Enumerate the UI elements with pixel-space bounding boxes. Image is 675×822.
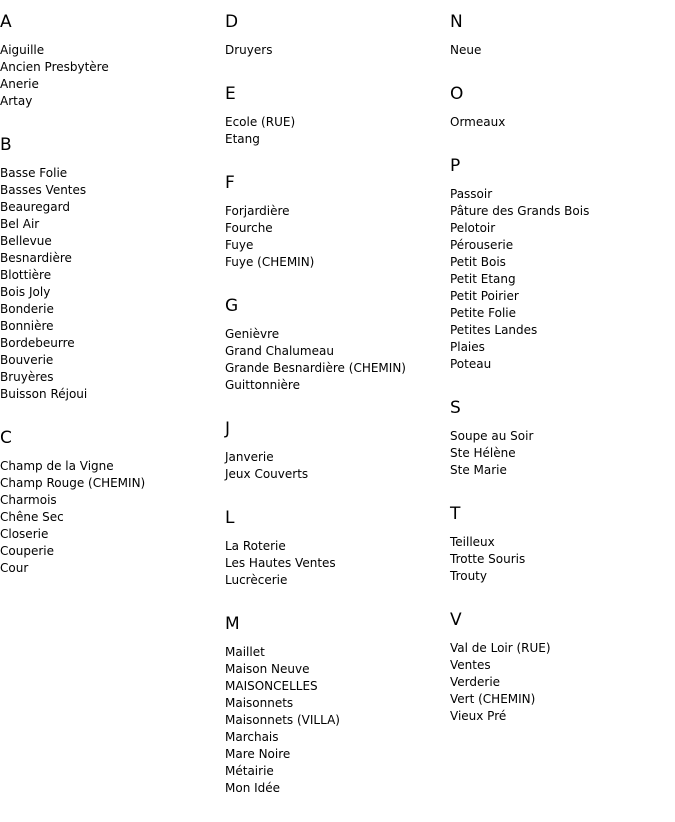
street-link-forjardiere[interactable]: Forjardière: [225, 204, 290, 218]
street-link-petites-landes[interactable]: Petites Landes: [450, 323, 538, 337]
letter-heading: A: [0, 12, 12, 32]
street-list: [0, 165, 215, 403]
street-link-mare-noire[interactable]: Mare Noire: [225, 747, 291, 761]
street-list: [450, 42, 665, 59]
street-link-basses-ventes[interactable]: Basses Ventes: [0, 183, 87, 197]
street-link-cour[interactable]: Cour: [0, 561, 29, 575]
street-list: [0, 42, 215, 110]
street-link-bel-air[interactable]: Bel Air: [0, 217, 40, 231]
street-list: [450, 534, 665, 585]
letter-group-o: [450, 84, 665, 131]
street-link-aiguille[interactable]: Aiguille: [0, 43, 45, 57]
street-link-couperie[interactable]: Couperie: [0, 544, 54, 558]
street-link-la-roterie[interactable]: La Roterie: [225, 539, 286, 553]
street-list: [225, 203, 440, 271]
street-link-bouverie[interactable]: Bouverie: [0, 353, 54, 367]
street-link-bellevue[interactable]: Bellevue: [0, 234, 52, 248]
street-link-petit-poirier[interactable]: Petit Poirier: [450, 289, 519, 303]
street-link-fuye-chemin[interactable]: Fuye (CHEMIN): [225, 255, 315, 269]
street-link-besnardiere[interactable]: Besnardière: [0, 251, 72, 265]
street-link-chene-sec[interactable]: Chêne Sec: [0, 510, 64, 524]
street-list: [225, 538, 440, 589]
letter-group-m: [225, 614, 440, 797]
street-link-anerie[interactable]: Anerie: [0, 77, 39, 91]
street-list: [0, 458, 215, 577]
letter-group-e: [225, 84, 440, 148]
street-link-beauregard[interactable]: Beauregard: [0, 200, 70, 214]
street-list: [450, 428, 665, 479]
street-link-champ-rouge-chemin[interactable]: Champ Rouge (CHEMIN): [0, 476, 146, 490]
street-link-poteau[interactable]: Poteau: [450, 357, 492, 371]
street-link-mon-idee[interactable]: Mon Idée: [225, 781, 281, 795]
street-link-grand-chalumeau[interactable]: Grand Chalumeau: [225, 344, 334, 358]
street-link-blottiere[interactable]: Blottière: [0, 268, 52, 282]
letter-group-g: [225, 296, 440, 394]
street-link-basse-folie[interactable]: Basse Folie: [0, 166, 68, 180]
street-link-maillet[interactable]: Maillet: [225, 645, 265, 659]
street-link-bois-joly[interactable]: Bois Joly: [0, 285, 51, 299]
street-link-fuye[interactable]: Fuye: [225, 238, 254, 252]
street-link-bruyeres[interactable]: Bruyères: [0, 370, 54, 384]
street-link-ventes[interactable]: Ventes: [450, 658, 491, 672]
street-link-metairie[interactable]: Métairie: [225, 764, 274, 778]
street-link-ormeaux[interactable]: Ormeaux: [450, 115, 506, 129]
street-link-vieux-pre[interactable]: Vieux Pré: [450, 709, 507, 723]
street-link-trouty[interactable]: Trouty: [450, 569, 487, 583]
street-link-maisoncelles[interactable]: MAISONCELLES: [225, 679, 318, 693]
street-link-bordebeurre[interactable]: Bordebeurre: [0, 336, 75, 350]
street-list: [450, 114, 665, 131]
index-column-2: [225, 12, 440, 822]
street-list: [225, 42, 440, 59]
street-link-pature-des-grands-bois[interactable]: Pâture des Grands Bois: [450, 204, 590, 218]
letter-heading: E: [225, 84, 236, 104]
letter-heading: P: [450, 156, 461, 176]
street-link-ste-marie[interactable]: Ste Marie: [450, 463, 507, 477]
letter-heading: V: [450, 610, 462, 630]
street-link-guittonniere[interactable]: Guittonnière: [225, 378, 300, 392]
letter-heading: C: [0, 428, 12, 448]
index-column-1: [0, 12, 215, 602]
letter-heading: L: [225, 508, 235, 528]
street-link-val-de-loir-rue[interactable]: Val de Loir (RUE): [450, 641, 551, 655]
letter-heading: M: [225, 614, 240, 634]
street-link-ecole-rue[interactable]: Ecole (RUE): [225, 115, 296, 129]
street-list: [450, 640, 665, 725]
letter-group-v: [450, 610, 665, 725]
street-link-neue[interactable]: Neue: [450, 43, 482, 57]
street-link-maison-neuve[interactable]: Maison Neuve: [225, 662, 310, 676]
street-link-petit-bois[interactable]: Petit Bois: [450, 255, 506, 269]
letter-heading: D: [225, 12, 239, 32]
street-link-etang[interactable]: Etang: [225, 132, 260, 146]
letter-group-f: [225, 173, 440, 271]
street-link-verderie[interactable]: Verderie: [450, 675, 501, 689]
street-link-grande-besnardiere-chemin[interactable]: Grande Besnardière (CHEMIN): [225, 361, 406, 375]
letter-group-c: [0, 428, 215, 577]
street-link-druyers[interactable]: Druyers: [225, 43, 273, 57]
street-link-maisonnets[interactable]: Maisonnets: [225, 696, 294, 710]
street-link-trotte-souris[interactable]: Trotte Souris: [450, 552, 526, 566]
street-link-passoir[interactable]: Passoir: [450, 187, 493, 201]
street-link-pelotoir[interactable]: Pelotoir: [450, 221, 496, 235]
letter-heading: G: [225, 296, 239, 316]
street-list: [225, 326, 440, 394]
letter-group-d: [225, 12, 440, 59]
street-link-vert-chemin[interactable]: Vert (CHEMIN): [450, 692, 536, 706]
letter-heading: F: [225, 173, 235, 193]
street-link-lucrecerie[interactable]: Lucrècerie: [225, 573, 288, 587]
street-link-ste-helene[interactable]: Ste Hélène: [450, 446, 516, 460]
street-link-petit-etang[interactable]: Petit Etang: [450, 272, 516, 286]
street-link-les-hautes-ventes[interactable]: Les Hautes Ventes: [225, 556, 336, 570]
street-list: [225, 449, 440, 483]
street-link-charmois[interactable]: Charmois: [0, 493, 57, 507]
letter-heading: N: [450, 12, 463, 32]
index-column-3: [450, 12, 665, 750]
street-link-maisonnets-villa[interactable]: Maisonnets (VILLA): [225, 713, 340, 727]
letter-group-s: [450, 398, 665, 479]
street-link-jeux-couverts[interactable]: Jeux Couverts: [225, 467, 309, 481]
street-link-genievre[interactable]: Genièvre: [225, 327, 280, 341]
street-link-buisson-rejoui[interactable]: Buisson Réjoui: [0, 387, 88, 401]
letter-group-j: [225, 419, 440, 483]
letter-heading: T: [450, 504, 461, 524]
letter-heading: O: [450, 84, 464, 104]
letter-group-t: [450, 504, 665, 585]
letter-heading: J: [225, 419, 231, 439]
letter-group-n: [450, 12, 665, 59]
street-link-marchais[interactable]: Marchais: [225, 730, 279, 744]
street-link-janverie[interactable]: Janverie: [225, 450, 274, 464]
letter-group-p: [450, 156, 665, 373]
street-link-bonniere[interactable]: Bonnière: [0, 319, 54, 333]
street-link-closerie[interactable]: Closerie: [0, 527, 49, 541]
letter-group-b: [0, 135, 215, 403]
street-link-plaies[interactable]: Plaies: [450, 340, 485, 354]
street-link-perouserie[interactable]: Pérouserie: [450, 238, 514, 252]
street-list: [450, 186, 665, 373]
street-list: [225, 644, 440, 797]
letter-heading: S: [450, 398, 461, 418]
letter-heading: B: [0, 135, 12, 155]
street-link-soupe-au-soir[interactable]: Soupe au Soir: [450, 429, 534, 443]
street-link-bonderie[interactable]: Bonderie: [0, 302, 54, 316]
street-link-fourche[interactable]: Fourche: [225, 221, 273, 235]
street-link-petite-folie[interactable]: Petite Folie: [450, 306, 516, 320]
street-list: [225, 114, 440, 148]
street-link-champ-de-la-vigne[interactable]: Champ de la Vigne: [0, 459, 114, 473]
letter-group-a: [0, 12, 215, 110]
street-link-teilleux[interactable]: Teilleux: [450, 535, 495, 549]
street-link-artay[interactable]: Artay: [0, 94, 33, 108]
street-link-ancien-presbytere[interactable]: Ancien Presbytère: [0, 60, 109, 74]
letter-group-l: [225, 508, 440, 589]
